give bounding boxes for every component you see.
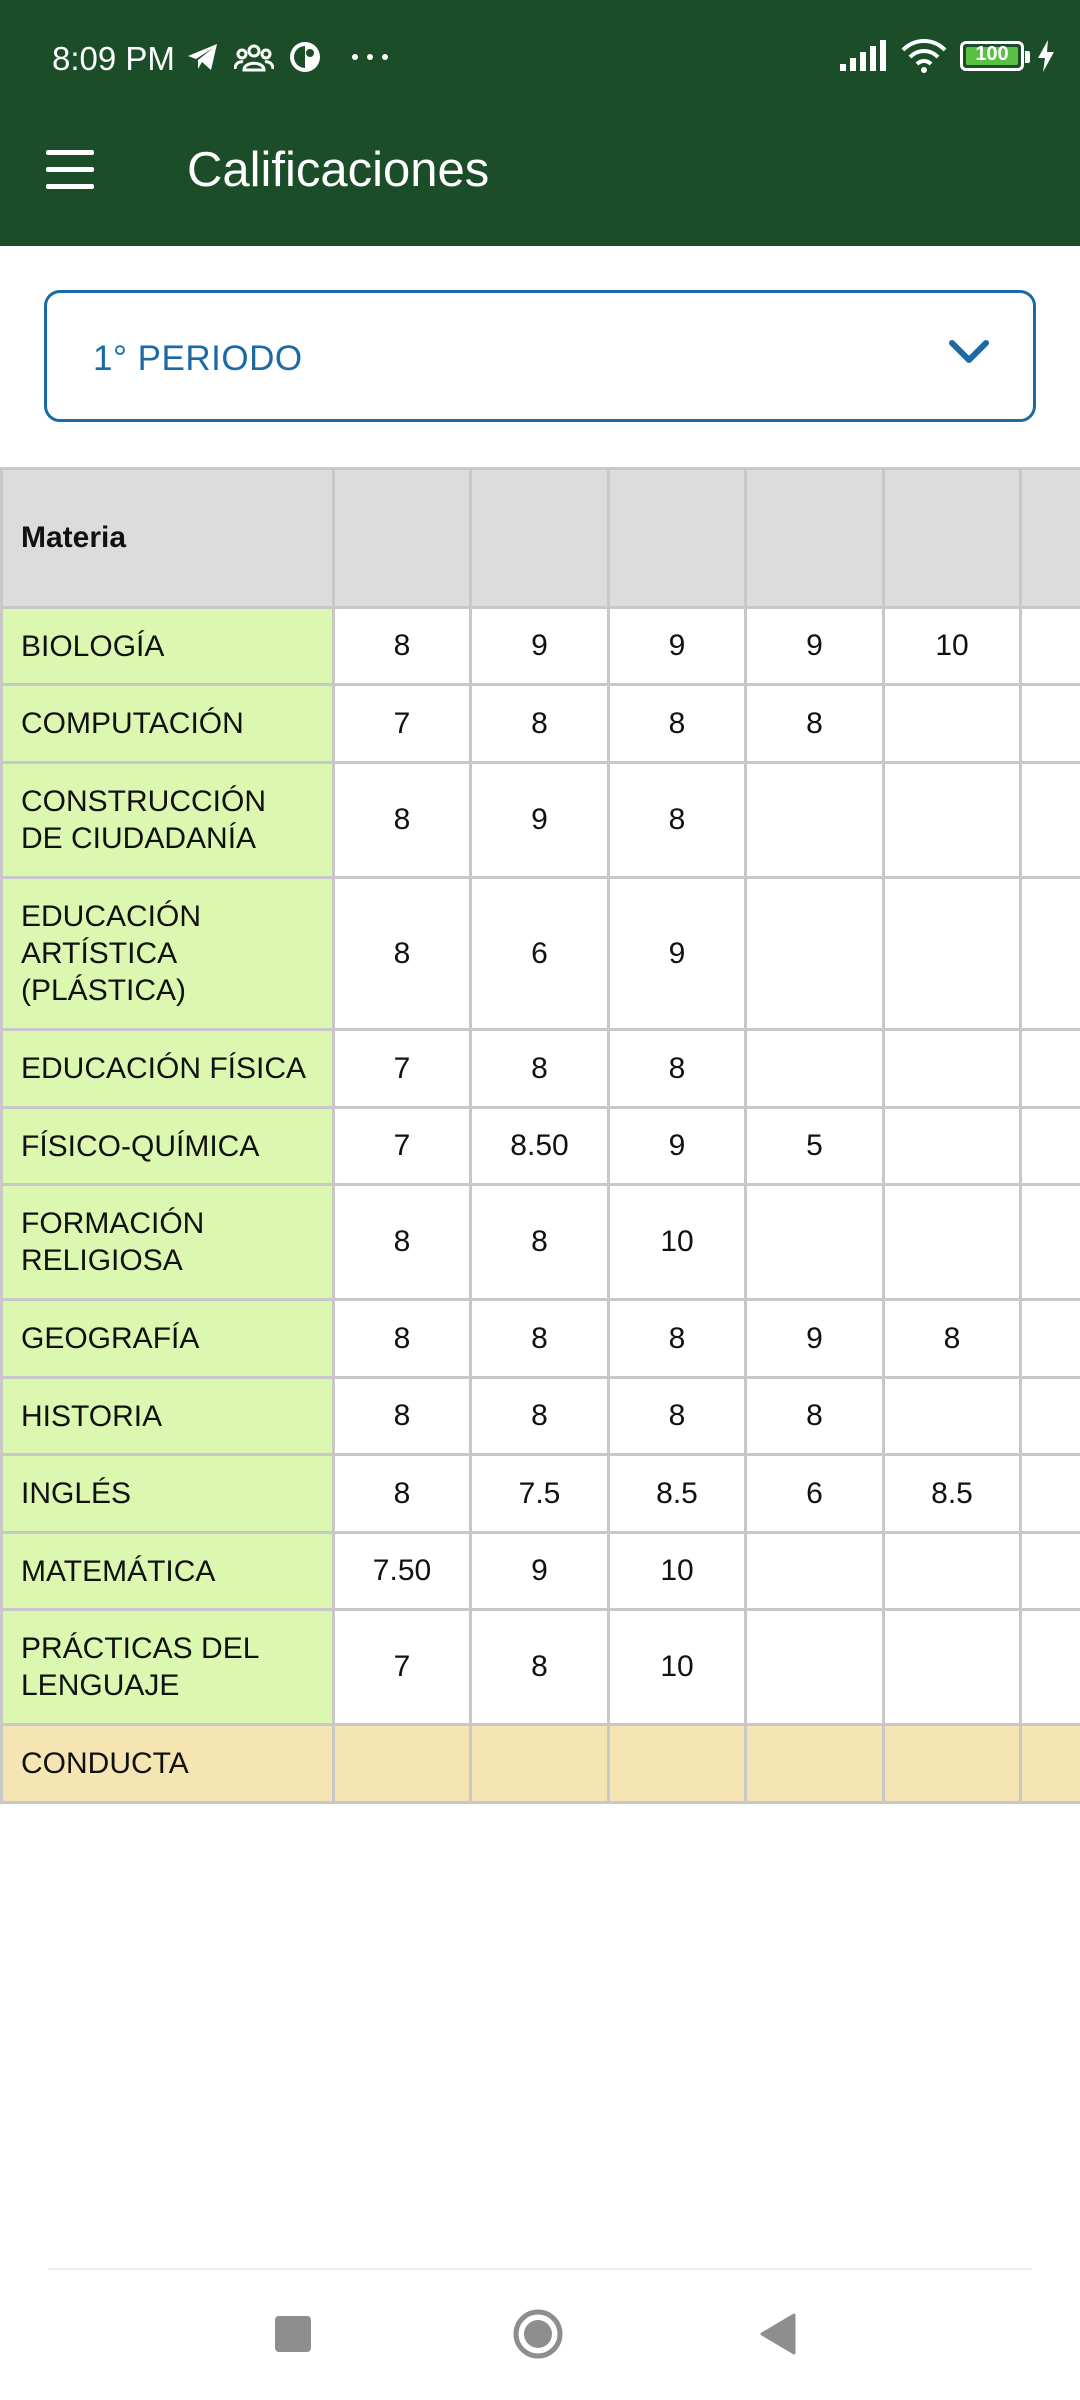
grade-cell: 8.50	[471, 1108, 609, 1185]
subject-cell: INGLÉS	[2, 1455, 334, 1533]
grade-cell	[884, 1108, 1021, 1185]
chevron-down-icon	[947, 337, 991, 367]
grade-cell: 6	[471, 878, 609, 1030]
subject-cell: COMPUTACIÓN	[2, 685, 334, 763]
grade-cell: 8	[471, 1300, 609, 1378]
grade-cell: 8	[746, 685, 884, 763]
grade-column-header	[609, 469, 746, 608]
table-row	[2, 1108, 1080, 1185]
grade-cell	[746, 1030, 884, 1108]
grade-cell	[1021, 1185, 1080, 1300]
grade-cell: 8	[334, 1185, 471, 1300]
status-bar	[0, 0, 1080, 120]
battery-level: 100	[975, 43, 1009, 65]
status-left-icons	[186, 40, 390, 74]
table-row	[2, 1455, 1080, 1533]
subject-cell: PRÁCTICAS DEL LENGUAJE	[2, 1610, 334, 1725]
grades-table	[0, 467, 1080, 1804]
battery-icon	[960, 41, 1024, 71]
subject-cell: EDUCACIÓN FÍSICA	[2, 1030, 334, 1108]
grade-cell: 8	[471, 1378, 609, 1455]
subject-cell: BIOLOGÍA	[2, 608, 334, 685]
table-row	[2, 1533, 1080, 1610]
grade-cell: 8	[609, 763, 746, 878]
grade-cell	[334, 1725, 471, 1803]
grade-cell: 7.5	[471, 1455, 609, 1533]
grade-cell: 8	[334, 1378, 471, 1455]
grade-cell: 8	[471, 1610, 609, 1725]
grade-cell: 8	[609, 1030, 746, 1108]
table-row	[2, 763, 1080, 878]
subject-cell: FÍSICO-QUÍMICA	[2, 1108, 334, 1185]
grade-cell: 9	[471, 763, 609, 878]
grade-column-header	[471, 469, 609, 608]
grade-cell: 9	[746, 1300, 884, 1378]
grade-cell	[884, 1610, 1021, 1725]
grade-cell: 8.5	[609, 1455, 746, 1533]
status-right-icons	[838, 38, 1056, 74]
grade-cell: 9	[609, 878, 746, 1030]
grade-column-header	[884, 469, 1021, 608]
grade-cell	[609, 1725, 746, 1803]
grade-cell	[884, 763, 1021, 878]
home-button[interactable]	[512, 2308, 564, 2360]
grade-cell	[884, 878, 1021, 1030]
grade-cell: 8	[334, 878, 471, 1030]
app-bar	[0, 0, 1080, 246]
grade-cell	[884, 1030, 1021, 1108]
grade-cell: 8.5	[884, 1455, 1021, 1533]
group-icon	[234, 41, 274, 73]
grade-cell: 8	[609, 1378, 746, 1455]
grade-cell	[1021, 1455, 1080, 1533]
table-row	[2, 878, 1080, 1030]
telegram-icon	[186, 41, 220, 73]
grade-cell: 8	[884, 1300, 1021, 1378]
recents-button[interactable]	[275, 2316, 311, 2352]
subject-column-header: Materia	[2, 469, 334, 608]
grade-cell: 8	[609, 685, 746, 763]
wifi-icon	[900, 38, 948, 74]
grade-cell: 10	[884, 608, 1021, 685]
grade-cell	[1021, 685, 1080, 763]
grade-cell	[746, 1610, 884, 1725]
grade-cell	[1021, 878, 1080, 1030]
table-row	[2, 1300, 1080, 1378]
conduct-row	[2, 1725, 1080, 1803]
subject-cell: MATEMÁTICA	[2, 1533, 334, 1610]
grade-cell	[1021, 1030, 1080, 1108]
grade-cell: 8	[471, 1030, 609, 1108]
subject-cell: CONSTRUCCIÓN DE CIUDADANÍA	[2, 763, 334, 878]
grade-cell: 8	[471, 1185, 609, 1300]
table-row	[2, 685, 1080, 763]
grade-cell	[884, 685, 1021, 763]
grade-cell: 9	[746, 608, 884, 685]
table-row	[2, 1610, 1080, 1725]
grade-cell	[884, 1533, 1021, 1610]
grade-cell	[884, 1378, 1021, 1455]
grade-cell: 8	[609, 1300, 746, 1378]
signal-icon	[838, 40, 888, 72]
grade-cell: 7	[334, 1610, 471, 1725]
grade-column-header	[746, 469, 884, 608]
grade-cell: 5	[746, 1108, 884, 1185]
table-row	[2, 1185, 1080, 1300]
grade-cell	[1021, 1610, 1080, 1725]
status-time: 8:09 PM	[52, 40, 175, 77]
grade-cell	[1021, 1300, 1080, 1378]
grade-cell: 10	[609, 1610, 746, 1725]
grade-cell: 8	[334, 1455, 471, 1533]
grade-cell: 7.50	[334, 1533, 471, 1610]
subject-cell: EDUCACIÓN ARTÍSTICA (PLÁSTICA)	[2, 878, 334, 1030]
grade-cell: 10	[609, 1533, 746, 1610]
grade-cell	[746, 1533, 884, 1610]
grade-cell	[1021, 1108, 1080, 1185]
page-title: Calificaciones	[187, 143, 490, 197]
grade-cell: 7	[334, 1108, 471, 1185]
grade-cell	[1021, 763, 1080, 878]
grade-column-header	[334, 469, 471, 608]
grade-column-header	[1021, 469, 1080, 608]
grade-cell: 7	[334, 685, 471, 763]
grade-cell	[1021, 1533, 1080, 1610]
grade-cell: 8	[334, 1300, 471, 1378]
subject-cell: FORMACIÓN RELIGIOSA	[2, 1185, 334, 1300]
grade-cell	[471, 1725, 609, 1803]
grade-cell	[1021, 1378, 1080, 1455]
grade-cell: 9	[471, 1533, 609, 1610]
hamburger-menu-icon[interactable]	[40, 140, 100, 200]
grade-cell: 8	[334, 608, 471, 685]
period-dropdown[interactable]	[44, 290, 1036, 422]
grade-cell: 9	[609, 1108, 746, 1185]
grade-cell: 6	[746, 1455, 884, 1533]
nav-divider	[48, 2268, 1032, 2270]
table-row	[2, 1378, 1080, 1455]
more-icon	[350, 51, 390, 63]
grade-cell: 10	[609, 1185, 746, 1300]
grade-cell	[1021, 608, 1080, 685]
grade-cell	[884, 1725, 1021, 1803]
grade-cell	[746, 1725, 884, 1803]
table-row	[2, 608, 1080, 685]
grade-cell: 8	[746, 1378, 884, 1455]
subject-cell: GEOGRAFÍA	[2, 1300, 334, 1378]
grade-cell: 9	[609, 608, 746, 685]
grade-cell	[1021, 1725, 1080, 1803]
grade-cell: 8	[334, 763, 471, 878]
conduct-label: CONDUCTA	[2, 1725, 334, 1803]
grade-cell: 8	[471, 685, 609, 763]
table-row	[2, 1030, 1080, 1108]
app-icon	[288, 40, 322, 74]
grade-cell: 7	[334, 1030, 471, 1108]
period-selected-value: 1° PERIODO	[93, 339, 303, 378]
subject-cell: HISTORIA	[2, 1378, 334, 1455]
grade-cell	[884, 1185, 1021, 1300]
grade-cell	[746, 763, 884, 878]
grade-cell	[746, 1185, 884, 1300]
table-header-row	[2, 469, 1080, 608]
grade-cell	[746, 878, 884, 1030]
grade-cell: 9	[471, 608, 609, 685]
back-button[interactable]	[758, 2312, 798, 2356]
charging-icon	[1036, 39, 1056, 73]
